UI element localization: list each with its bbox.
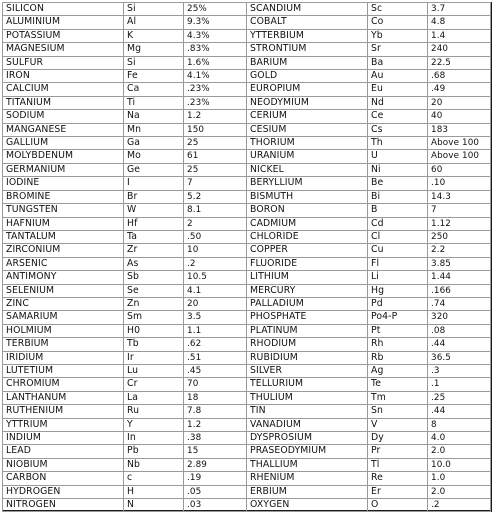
element-value-cell: 20 — [428, 96, 491, 109]
element-symbol-cell: Hf — [124, 217, 184, 230]
element-symbol-cell: Sc — [368, 3, 428, 16]
element-name-cell: PHOSPHATE — [247, 311, 368, 324]
element-value-cell: .68 — [428, 70, 491, 83]
table-row — [3, 123, 491, 136]
element-value-cell: 1.2 — [184, 110, 247, 123]
element-symbol-cell: Cr — [124, 378, 184, 391]
element-name-cell: GOLD — [247, 70, 368, 83]
element-value-cell: .44 — [428, 338, 491, 351]
element-value-cell: 1.12 — [428, 217, 491, 230]
element-value-cell: 4.8 — [428, 16, 491, 29]
element-symbol-cell: Si — [124, 3, 184, 16]
element-symbol-cell: Lu — [124, 364, 184, 377]
element-value-cell: .49 — [428, 83, 491, 96]
element-value-cell: .08 — [428, 324, 491, 337]
element-value-cell: .45 — [184, 364, 247, 377]
element-symbol-cell: Mo — [124, 150, 184, 163]
element-value-cell: 3.5 — [184, 311, 247, 324]
element-symbol-cell: Sr — [368, 43, 428, 56]
element-symbol-cell: Cs — [368, 123, 428, 136]
element-symbol-cell: Pb — [124, 445, 184, 458]
element-name-cell: HOLMIUM — [3, 324, 124, 337]
element-name-cell: PLATINUM — [247, 324, 368, 337]
element-value-cell: 10.0 — [428, 458, 491, 471]
element-name-cell: EUROPIUM — [247, 83, 368, 96]
element-symbol-cell: c — [124, 472, 184, 485]
element-name-cell: NITROGEN — [3, 499, 124, 512]
element-value-cell: 250 — [428, 230, 491, 243]
element-symbol-cell: B — [368, 204, 428, 217]
table-row — [3, 3, 491, 16]
element-symbol-cell: Re — [368, 472, 428, 485]
element-name-cell: THORIUM — [247, 137, 368, 150]
table-row — [3, 257, 491, 270]
element-name-cell: NIOBIUM — [3, 458, 124, 471]
element-symbol-cell: As — [124, 257, 184, 270]
element-name-cell: BERYLLIUM — [247, 177, 368, 190]
element-symbol-cell: Dy — [368, 432, 428, 445]
element-name-cell: IRIDIUM — [3, 351, 124, 364]
element-value-cell: 2.2 — [428, 244, 491, 257]
element-value-cell: 8.1 — [184, 204, 247, 217]
element-value-cell: 3.85 — [428, 257, 491, 270]
element-name-cell: BROMINE — [3, 190, 124, 203]
element-name-cell: MOLYBDENUM — [3, 150, 124, 163]
element-name-cell: RHENIUM — [247, 472, 368, 485]
element-name-cell: TELLURIUM — [247, 378, 368, 391]
element-value-cell: 15 — [184, 445, 247, 458]
table-row — [3, 177, 491, 190]
element-name-cell: TERBIUM — [3, 338, 124, 351]
table-row — [3, 244, 491, 257]
element-value-cell: 7 — [428, 204, 491, 217]
element-value-cell: 61 — [184, 150, 247, 163]
element-name-cell: RUBIDIUM — [247, 351, 368, 364]
table-row — [3, 163, 491, 176]
element-name-cell: BISMUTH — [247, 190, 368, 203]
table-row — [3, 110, 491, 123]
element-value-cell: .2 — [428, 499, 491, 512]
element-symbol-cell: U — [368, 150, 428, 163]
element-name-cell: SULFUR — [3, 56, 124, 69]
element-name-cell: FLUORIDE — [247, 257, 368, 270]
element-name-cell: LITHIUM — [247, 271, 368, 284]
element-value-cell: .166 — [428, 284, 491, 297]
element-symbol-cell: Ba — [368, 56, 428, 69]
table-row — [3, 324, 491, 337]
element-name-cell: RHODIUM — [247, 338, 368, 351]
element-value-cell: 2.0 — [428, 485, 491, 498]
element-name-cell: DYSPROSIUM — [247, 432, 368, 445]
element-name-cell: THULIUM — [247, 391, 368, 404]
element-value-cell: .10 — [428, 177, 491, 190]
table-row — [3, 284, 491, 297]
table-row — [3, 96, 491, 109]
element-symbol-cell: Sn — [368, 405, 428, 418]
element-value-cell: 5.2 — [184, 190, 247, 203]
element-symbol-cell: Ag — [368, 364, 428, 377]
element-name-cell: ZINC — [3, 297, 124, 310]
element-value-cell: .83% — [184, 43, 247, 56]
element-value-cell: 4.3% — [184, 29, 247, 42]
element-name-cell: COBALT — [247, 16, 368, 29]
table-row — [3, 230, 491, 243]
table-row — [3, 83, 491, 96]
element-name-cell: SILICON — [3, 3, 124, 16]
element-table — [2, 2, 491, 512]
element-name-cell: STRONTIUM — [247, 43, 368, 56]
element-value-cell: 10.5 — [184, 271, 247, 284]
table-row — [3, 43, 491, 56]
element-symbol-cell: Po4-P — [368, 311, 428, 324]
element-table-frame — [2, 2, 492, 512]
element-symbol-cell: Pd — [368, 297, 428, 310]
element-name-cell: SILVER — [247, 364, 368, 377]
element-symbol-cell: Sm — [124, 311, 184, 324]
table-row — [3, 338, 491, 351]
element-value-cell: .50 — [184, 230, 247, 243]
element-symbol-cell: Li — [368, 271, 428, 284]
table-row — [3, 351, 491, 364]
element-name-cell: YTTRIUM — [3, 418, 124, 431]
element-name-cell: OXYGEN — [247, 499, 368, 512]
element-symbol-cell: H0 — [124, 324, 184, 337]
element-value-cell: 240 — [428, 43, 491, 56]
element-symbol-cell: Eu — [368, 83, 428, 96]
element-symbol-cell: Na — [124, 110, 184, 123]
element-name-cell: CERIUM — [247, 110, 368, 123]
element-name-cell: NEODYMIUM — [247, 96, 368, 109]
element-name-cell: CHROMIUM — [3, 378, 124, 391]
element-symbol-cell: Ir — [124, 351, 184, 364]
element-value-cell: 4.1 — [184, 284, 247, 297]
element-name-cell: POTASSIUM — [3, 29, 124, 42]
element-value-cell: Above 100 — [428, 137, 491, 150]
table-row — [3, 217, 491, 230]
element-value-cell: 4.1% — [184, 70, 247, 83]
table-row — [3, 56, 491, 69]
element-name-cell: URANIUM — [247, 150, 368, 163]
element-symbol-cell: Te — [368, 378, 428, 391]
element-value-cell: 1.4 — [428, 29, 491, 42]
element-value-cell: 22.5 — [428, 56, 491, 69]
element-name-cell: CHLORIDE — [247, 230, 368, 243]
element-name-cell: CALCIUM — [3, 83, 124, 96]
element-symbol-cell: Y — [124, 418, 184, 431]
element-symbol-cell: Zn — [124, 297, 184, 310]
element-symbol-cell: K — [124, 29, 184, 42]
element-symbol-cell: Tl — [368, 458, 428, 471]
table-row — [3, 458, 491, 471]
element-name-cell: HYDROGEN — [3, 485, 124, 498]
element-name-cell: LANTHANUM — [3, 391, 124, 404]
element-symbol-cell: Ca — [124, 83, 184, 96]
table-row — [3, 137, 491, 150]
element-value-cell: 4.0 — [428, 432, 491, 445]
element-symbol-cell: Al — [124, 16, 184, 29]
element-value-cell: 7.8 — [184, 405, 247, 418]
element-value-cell: 40 — [428, 110, 491, 123]
table-row — [3, 472, 491, 485]
element-name-cell: CESIUM — [247, 123, 368, 136]
element-symbol-cell: Nd — [368, 96, 428, 109]
element-symbol-cell: Mg — [124, 43, 184, 56]
element-value-cell: Above 100 — [428, 150, 491, 163]
element-value-cell: .23% — [184, 83, 247, 96]
element-name-cell: ALUMINIUM — [3, 16, 124, 29]
element-name-cell: MERCURY — [247, 284, 368, 297]
element-value-cell: 14.3 — [428, 190, 491, 203]
table-row — [3, 499, 491, 512]
table-row — [3, 190, 491, 203]
element-name-cell: INDIUM — [3, 432, 124, 445]
element-symbol-cell: In — [124, 432, 184, 445]
element-name-cell: TANTALUM — [3, 230, 124, 243]
element-name-cell: COPPER — [247, 244, 368, 257]
element-name-cell: SCANDIUM — [247, 3, 368, 16]
table-row — [3, 311, 491, 324]
table-row — [3, 364, 491, 377]
table-row — [3, 485, 491, 498]
element-value-cell: .05 — [184, 485, 247, 498]
element-name-cell: GALLIUM — [3, 137, 124, 150]
element-symbol-cell: Fl — [368, 257, 428, 270]
element-symbol-cell: Tm — [368, 391, 428, 404]
table-row — [3, 271, 491, 284]
element-value-cell: 1.2 — [184, 418, 247, 431]
element-value-cell: .3 — [428, 364, 491, 377]
element-value-cell: 25 — [184, 163, 247, 176]
element-name-cell: MANGANESE — [3, 123, 124, 136]
element-symbol-cell: Be — [368, 177, 428, 190]
element-value-cell: 8 — [428, 418, 491, 431]
element-symbol-cell: Ga — [124, 137, 184, 150]
element-name-cell: TIN — [247, 405, 368, 418]
element-symbol-cell: Pr — [368, 445, 428, 458]
element-name-cell: TITANIUM — [3, 96, 124, 109]
element-name-cell: PRASEODYMIUM — [247, 445, 368, 458]
element-symbol-cell: Bi — [368, 190, 428, 203]
element-name-cell: PALLADIUM — [247, 297, 368, 310]
element-symbol-cell: Cd — [368, 217, 428, 230]
element-name-cell: IRON — [3, 70, 124, 83]
element-value-cell: .19 — [184, 472, 247, 485]
element-name-cell: TUNGSTEN — [3, 204, 124, 217]
element-symbol-cell: Nb — [124, 458, 184, 471]
element-value-cell: 10 — [184, 244, 247, 257]
element-name-cell: SODIUM — [3, 110, 124, 123]
element-symbol-cell: V — [368, 418, 428, 431]
table-row — [3, 445, 491, 458]
element-symbol-cell: Si — [124, 56, 184, 69]
element-name-cell: ERBIUM — [247, 485, 368, 498]
element-table-body — [3, 3, 491, 512]
element-value-cell: 2.89 — [184, 458, 247, 471]
element-value-cell: 1.0 — [428, 472, 491, 485]
element-symbol-cell: Hg — [368, 284, 428, 297]
element-name-cell: NICKEL — [247, 163, 368, 176]
element-name-cell: BARIUM — [247, 56, 368, 69]
element-value-cell: .25 — [428, 391, 491, 404]
element-symbol-cell: I — [124, 177, 184, 190]
element-value-cell: 1.44 — [428, 271, 491, 284]
element-symbol-cell: H — [124, 485, 184, 498]
element-name-cell: LEAD — [3, 445, 124, 458]
table-row — [3, 70, 491, 83]
element-value-cell: 18 — [184, 391, 247, 404]
element-value-cell: 150 — [184, 123, 247, 136]
element-value-cell: 25% — [184, 3, 247, 16]
element-symbol-cell: Ti — [124, 96, 184, 109]
element-symbol-cell: Zr — [124, 244, 184, 257]
element-value-cell: 60 — [428, 163, 491, 176]
table-row — [3, 150, 491, 163]
element-value-cell: .38 — [184, 432, 247, 445]
element-symbol-cell: Cl — [368, 230, 428, 243]
element-value-cell: 2.0 — [428, 445, 491, 458]
element-name-cell: SAMARIUM — [3, 311, 124, 324]
element-name-cell: IODINE — [3, 177, 124, 190]
element-value-cell: .51 — [184, 351, 247, 364]
element-value-cell: 1.1 — [184, 324, 247, 337]
element-value-cell: 2 — [184, 217, 247, 230]
element-value-cell: .1 — [428, 378, 491, 391]
element-name-cell: GERMANIUM — [3, 163, 124, 176]
element-symbol-cell: Rb — [368, 351, 428, 364]
element-value-cell: 7 — [184, 177, 247, 190]
element-value-cell: 36.5 — [428, 351, 491, 364]
element-value-cell: .23% — [184, 96, 247, 109]
element-name-cell: BORON — [247, 204, 368, 217]
element-value-cell: 9.3% — [184, 16, 247, 29]
element-symbol-cell: Rh — [368, 338, 428, 351]
element-symbol-cell: Ce — [368, 110, 428, 123]
table-row — [3, 378, 491, 391]
element-value-cell: 1.6% — [184, 56, 247, 69]
element-name-cell: THALLIUM — [247, 458, 368, 471]
table-row — [3, 297, 491, 310]
element-symbol-cell: Er — [368, 485, 428, 498]
element-symbol-cell: Ni — [368, 163, 428, 176]
element-name-cell: MAGNESIUM — [3, 43, 124, 56]
table-row — [3, 204, 491, 217]
element-value-cell: .44 — [428, 405, 491, 418]
element-value-cell: .03 — [184, 499, 247, 512]
element-value-cell: 20 — [184, 297, 247, 310]
element-name-cell: ANTIMONY — [3, 271, 124, 284]
element-name-cell: VANADIUM — [247, 418, 368, 431]
element-value-cell: 183 — [428, 123, 491, 136]
element-value-cell: 3.7 — [428, 3, 491, 16]
element-symbol-cell: Yb — [368, 29, 428, 42]
element-symbol-cell: N — [124, 499, 184, 512]
element-symbol-cell: Tb — [124, 338, 184, 351]
element-symbol-cell: Ge — [124, 163, 184, 176]
element-symbol-cell: Mn — [124, 123, 184, 136]
element-symbol-cell: Ru — [124, 405, 184, 418]
element-symbol-cell: Cu — [368, 244, 428, 257]
element-name-cell: ARSENIC — [3, 257, 124, 270]
table-row — [3, 16, 491, 29]
element-value-cell: .62 — [184, 338, 247, 351]
element-name-cell: YTTERBIUM — [247, 29, 368, 42]
table-row — [3, 29, 491, 42]
element-symbol-cell: Se — [124, 284, 184, 297]
table-row — [3, 405, 491, 418]
element-value-cell: 70 — [184, 378, 247, 391]
element-symbol-cell: Ta — [124, 230, 184, 243]
element-symbol-cell: W — [124, 204, 184, 217]
element-symbol-cell: Br — [124, 190, 184, 203]
table-row — [3, 418, 491, 431]
element-value-cell: 25 — [184, 137, 247, 150]
element-name-cell: SELENIUM — [3, 284, 124, 297]
element-name-cell: HAFNIUM — [3, 217, 124, 230]
element-value-cell: .2 — [184, 257, 247, 270]
element-symbol-cell: Fe — [124, 70, 184, 83]
element-symbol-cell: Co — [368, 16, 428, 29]
element-name-cell: RUTHENIUM — [3, 405, 124, 418]
element-symbol-cell: Sb — [124, 271, 184, 284]
table-row — [3, 432, 491, 445]
element-name-cell: CARBON — [3, 472, 124, 485]
element-symbol-cell: La — [124, 391, 184, 404]
element-symbol-cell: O — [368, 499, 428, 512]
element-value-cell: .74 — [428, 297, 491, 310]
element-name-cell: LUTETIUM — [3, 364, 124, 377]
element-name-cell: ZIRCONIUM — [3, 244, 124, 257]
element-symbol-cell: Pt — [368, 324, 428, 337]
table-row — [3, 391, 491, 404]
element-name-cell: CADMIUM — [247, 217, 368, 230]
element-symbol-cell: Th — [368, 137, 428, 150]
element-value-cell: 320 — [428, 311, 491, 324]
element-symbol-cell: Au — [368, 70, 428, 83]
